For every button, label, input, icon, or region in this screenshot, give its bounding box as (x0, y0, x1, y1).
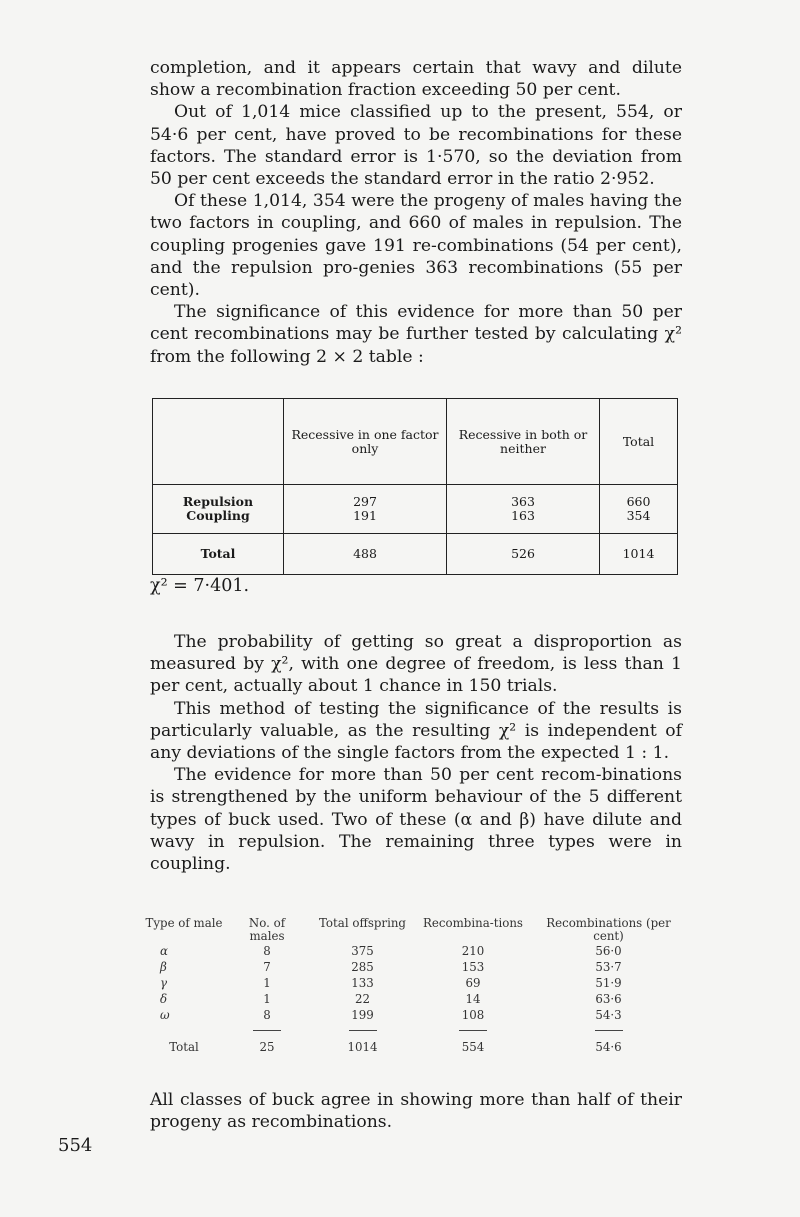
table-cell: β (160, 959, 167, 974)
text-column-top (150, 57, 682, 368)
table-cell (527, 1023, 690, 1039)
paragraph: This method of testing the significance of the results is particularly valuable, as the resulting χ² is independent of any deviations of the single factors from the expected 1 : 1. (150, 698, 682, 764)
table-cell: 488 (284, 534, 447, 575)
table-cell: γ (160, 975, 168, 990)
buck-table (140, 917, 690, 1055)
table-header-cell: Recessive in both or neither (447, 399, 600, 485)
table-cell: ω (160, 1007, 170, 1022)
text-column-end (150, 1089, 682, 1133)
row-label: Repulsion (182, 494, 254, 509)
table-cell: α (160, 943, 168, 958)
table-cell: 14 (465, 991, 481, 1006)
table-cell: δ (160, 991, 168, 1006)
cell-value: 354 (626, 508, 651, 523)
chi-square-result: χ² = 7·401. (150, 576, 250, 596)
table-cell: 7 (263, 959, 271, 974)
table-header-cell (153, 399, 284, 485)
table-row (140, 991, 690, 1007)
table-cell: 25 (259, 1039, 275, 1054)
table-total-row (140, 1039, 690, 1055)
table-cell (284, 485, 447, 534)
table-cell: 285 (351, 959, 374, 974)
table-header-cell: Recombina-tions (423, 916, 523, 930)
table-cell: 56·0 (595, 943, 622, 958)
table-cell: 8 (263, 1007, 271, 1022)
table-cell: 1 (263, 991, 271, 1006)
table-header-row (140, 917, 690, 943)
table-header-cell: Recessive in one factor only (284, 399, 447, 485)
table-cell: 69 (465, 975, 481, 990)
paragraph: The evidence for more than 50 per cent recom-binations is strengthened by the uniform behaviour of the 5 different types of buck used. Two of these (α and β) have dilute and wavy in repulsion. The remaining three types were in coupling. (150, 765, 682, 875)
buck-table-block (145, 916, 682, 1055)
cell-value: 363 (511, 494, 535, 509)
rule-line (349, 1030, 377, 1035)
table-cell: 51·9 (595, 975, 622, 990)
table-row (140, 943, 690, 959)
table-cell (228, 1023, 306, 1039)
table-cell: 526 (447, 534, 600, 575)
paragraph: The probability of getting so great a disproportion as measured by χ², with one degree of freedom, is less than 1 per cent, actually about 1 chance in 150 trials. (150, 632, 682, 697)
text-column-mid (150, 631, 682, 875)
table-cell: 554 (461, 1039, 485, 1054)
table-cell: 53·7 (595, 959, 622, 974)
table-rule-row (140, 1023, 690, 1039)
table-cell: 375 (351, 943, 374, 958)
table-header-cell: Total (600, 399, 678, 485)
paragraph: The significance of this evidence for more than 50 per cent recombinations may be further tested by calculating χ² from the following 2 × 2 table : (150, 302, 682, 367)
table-cell (140, 1023, 228, 1039)
paragraph: All classes of buck agree in showing more than half of their progeny as recombinations. (150, 1090, 682, 1133)
table-cell: 1 (263, 975, 271, 990)
rule-line (595, 1030, 623, 1035)
table-cell: 210 (461, 943, 485, 958)
table-cell: 1014 (347, 1039, 378, 1054)
table-cell: Total (169, 1039, 199, 1054)
paragraph: Of these 1,014, 354 were the progeny of males having the two factors in coupling, and 660 of males in repulsion. The coupling progenies gave 191 re-combinations (54 per cent), and the repulsion pro-genies 363 recombinations (55 per cent). (150, 191, 682, 301)
cell-value: 660 (626, 494, 651, 509)
contingency-table-block (150, 398, 682, 597)
cell-value: 163 (511, 508, 535, 523)
table-cell: 63·6 (595, 991, 622, 1006)
table-cell: 199 (351, 1007, 374, 1022)
row-label: Coupling (186, 508, 250, 523)
table-cell: 8 (263, 943, 271, 958)
cell-value: 191 (353, 508, 377, 523)
paragraph: completion, and it appears certain that wavy and dilute show a recombination fraction exceeding 50 per cent. (150, 58, 682, 101)
table-cell: 22 (354, 991, 370, 1006)
table-cell: 54·6 (595, 1039, 622, 1054)
rule-line (459, 1030, 487, 1035)
table-header-cell: Total offspring (318, 916, 406, 930)
table-cell: 108 (461, 1007, 485, 1022)
rule-line (253, 1030, 281, 1035)
table-header-row (153, 399, 678, 485)
paragraph: Out of 1,014 mice classified up to the present, 554, or 54·6 per cent, have proved to be recombinations for these factors. The standard error is 1·570, so the deviation from 50 per cent exceeds the standard error in the ratio 2·952. (150, 102, 682, 190)
table-cell (419, 1023, 527, 1039)
table-cell: 54·3 (595, 1007, 622, 1022)
table-cell (447, 485, 600, 534)
table-cell: 133 (351, 975, 374, 990)
table-cell: 153 (461, 959, 485, 974)
table-row (153, 485, 678, 534)
table-cell (306, 1023, 419, 1039)
cell-value: 297 (353, 494, 377, 509)
table-row (140, 975, 690, 991)
table-cell (600, 485, 678, 534)
table-header-cell: Type of male (145, 916, 223, 930)
table-cell: Total (153, 534, 284, 575)
table-total-row (153, 534, 678, 575)
table-row (140, 959, 690, 975)
table-row (140, 1007, 690, 1023)
table-header-cell: No. of males (248, 916, 286, 943)
table-cell (153, 485, 284, 534)
table-cell: 1014 (600, 534, 678, 575)
contingency-table (152, 398, 678, 575)
page-number: 554 (58, 1135, 93, 1156)
table-header-cell: Recombinations (per cent) (546, 916, 671, 943)
